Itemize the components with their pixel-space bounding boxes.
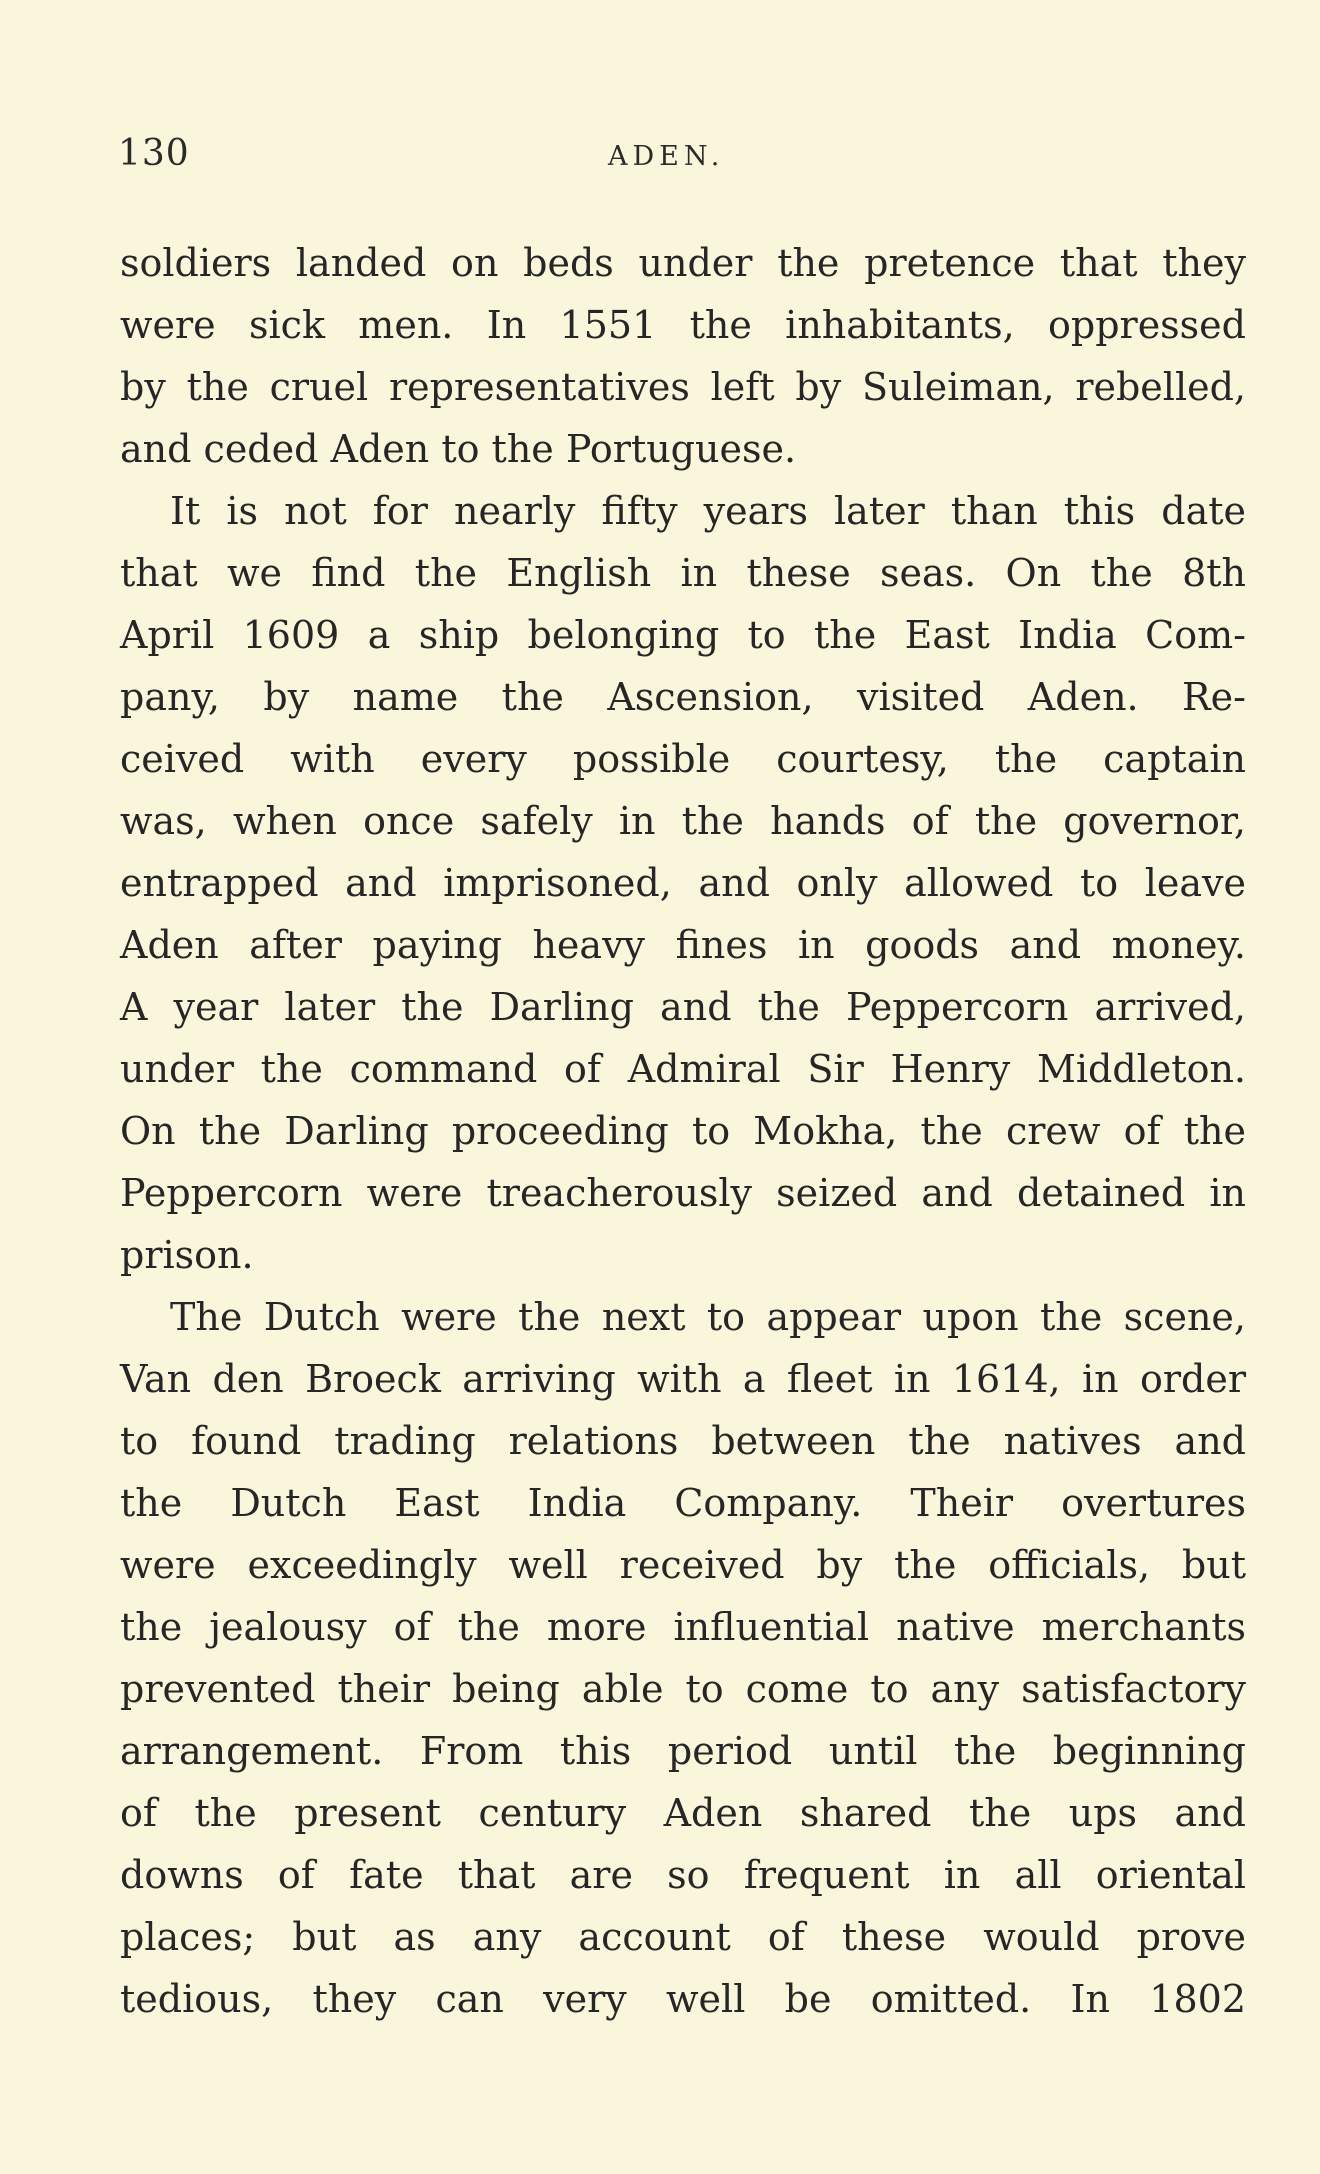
text-line: soldiers landed on beds under the pretence that they xyxy=(120,241,1246,285)
text-line: prison. xyxy=(120,1233,254,1277)
text-line: Peppercorn were treacherously seized and detained in xyxy=(120,1171,1246,1215)
text-line: was, when once safely in the hands of the governor, xyxy=(120,799,1246,843)
text-line: places; but as any account of these would prove xyxy=(120,1915,1246,1959)
text-line: Aden after paying heavy fines in goods and money. xyxy=(120,923,1246,967)
text-line: the Dutch East India Company. Their overtures xyxy=(120,1481,1246,1525)
page-number: 130 xyxy=(118,133,190,174)
text-line: were exceedingly well received by the officials, but xyxy=(120,1543,1246,1587)
text-line: by the cruel representatives left by Suleiman, rebelled, xyxy=(120,365,1246,409)
text-line: A year later the Darling and the Peppercorn arrived, xyxy=(120,985,1246,1029)
text-line: of the present century Aden shared the ups and xyxy=(120,1791,1246,1835)
text-line: the jealousy of the more influential native merchants xyxy=(120,1605,1246,1649)
text-line: April 1609 a ship belonging to the East India Com- xyxy=(120,613,1246,657)
text-line: downs of fate that are so frequent in all oriental xyxy=(120,1853,1246,1897)
text-line: were sick men. In 1551 the inhabitants, oppressed xyxy=(120,303,1246,347)
text-line: ceived with every possible courtesy, the captain xyxy=(120,737,1246,781)
text-line: Van den Broeck arriving with a fleet in 1614, in order xyxy=(120,1357,1246,1401)
text-line: On the Darling proceeding to Mokha, the crew of the xyxy=(120,1109,1246,1153)
text-line: The Dutch were the next to appear upon the scene, xyxy=(170,1295,1246,1339)
text-line: and ceded Aden to the Portuguese. xyxy=(120,427,797,471)
text-line: under the command of Admiral Sir Henry Middleton. xyxy=(120,1047,1246,1091)
text-line: tedious, they can very well be omitted. In 1802 xyxy=(120,1977,1246,2021)
text-line: pany, by name the Ascension, visited Aden. Re- xyxy=(120,675,1246,719)
running-title: ADEN. xyxy=(608,141,725,172)
body-text xyxy=(120,232,1246,2030)
running-head xyxy=(118,133,1248,183)
text-line: It is not for nearly fifty years later than this date xyxy=(170,489,1246,533)
text-line: that we find the English in these seas. On the 8th xyxy=(120,551,1246,595)
text-line: entrapped and imprisoned, and only allowed to leave xyxy=(120,861,1246,905)
text-line: arrangement. From this period until the beginning xyxy=(120,1729,1246,1773)
text-line: prevented their being able to come to any satisfactory xyxy=(120,1667,1246,1711)
text-line: to found trading relations between the natives and xyxy=(120,1419,1246,1463)
